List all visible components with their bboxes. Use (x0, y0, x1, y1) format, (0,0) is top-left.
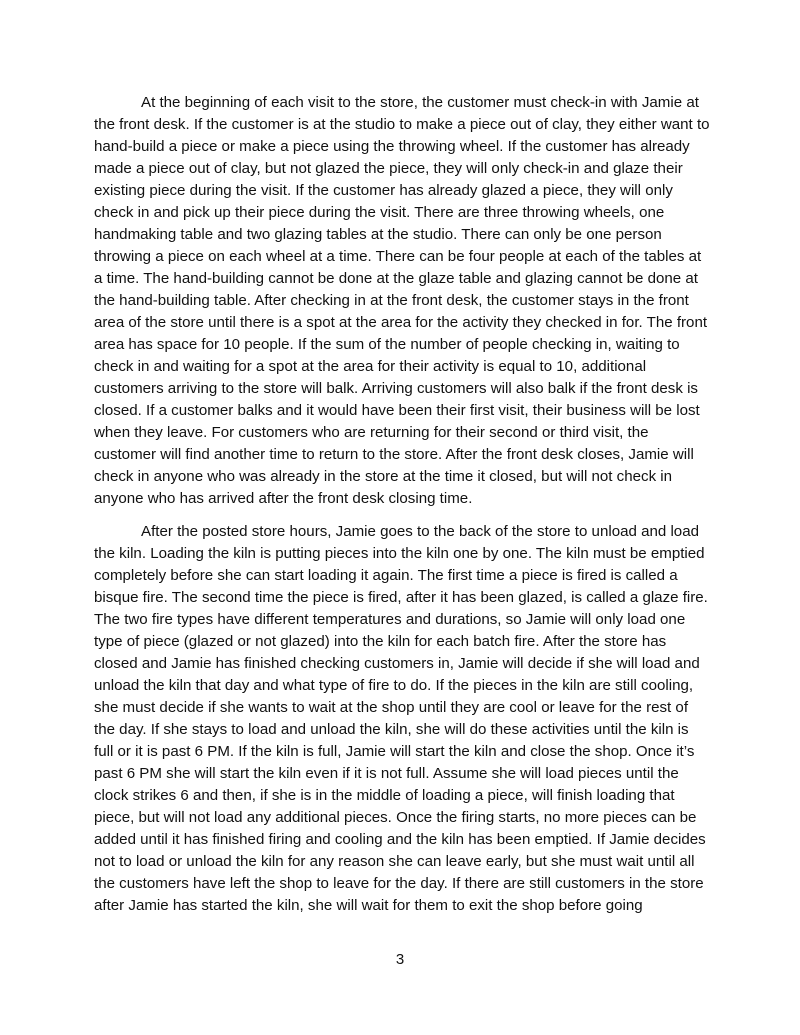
body-text (94, 92, 710, 928)
paragraph-check-in: At the beginning of each visit to the store, the customer must check-in with Jamie at the front desk. If the customer is at the studio to make a piece out of clay, they either want to hand-build a piece or make a piece using the throwing wheel. If the customer has already made a piece out of clay, but not glazed the piece, they will only check-in and glaze their existing piece during the visit. If the customer has already glazed a piece, they will only check in and pick up their piece during the visit. There are three throwing wheels, one handmaking table and two glazing tables at the studio. There can only be one person throwing a piece on each wheel at a time. There can be four people at each of the tables at a time. The hand-building cannot be done at the glaze table and glazing cannot be done at the hand-building table. After checking in at the front desk, the customer stays in the front area of the store until there is a spot at the area for the activity they checked in for. The front area has space for 10 people. If the sum of the number of people checking in, waiting to check in and waiting for a spot at the area for their activity is equal to 10, additional customers arriving to the store will balk. Arriving customers will also balk if the front desk is closed. If a customer balks and it would have been their first visit, their business will be lost when they leave. For customers who are returning for their second or third visit, the customer will find another time to return to the store. After the front desk closes, Jamie will check in anyone who was already in the store at the time it closed, but will not check in anyone who has arrived after the front desk closing time. (94, 94, 710, 507)
paragraph-kiln: After the posted store hours, Jamie goes to the back of the store to unload and load the kiln. Loading the kiln is putting pieces into the kiln one by one. The kiln must be emptied completely before she can start loading it again. The first time a piece is fired is called a bisque fire. The second time the piece is fired, after it has been glazed, is called a glaze fire. The two fire types have different temperatures and durations, so Jamie will only load one type of piece (glazed or not glazed) into the kiln for each batch fire. After the store has closed and Jamie has finished checking customers in, Jamie will decide if she will load and unload the kiln that day and what type of fire to do. If the pieces in the kiln are still cooling, she must decide if she wants to wait at the shop until they are cool or leave for the rest of the day. If she stays to load and unload the kiln, she will do these activities until the kiln is full or it is past 6 PM. If the kiln is full, Jamie will start the kiln and close the shop. Once it’s past 6 PM she will start the kiln even if it is not full. Assume she will load pieces until the clock strikes 6 and then, if she is in the middle of loading a piece, will finish loading that piece, but will not load any additional pieces. Once the firing starts, no more pieces can be added until it has finished firing and cooling and the kiln has been emptied. If Jamie decides not to load or unload the kiln for any reason she can leave early, but she must wait until all the customers have left the shop to leave for the day. If there are still customers in the store after Jamie has started the kiln, she will wait for them to exit the shop before going (94, 523, 708, 914)
page-number: 3 (395, 951, 405, 968)
